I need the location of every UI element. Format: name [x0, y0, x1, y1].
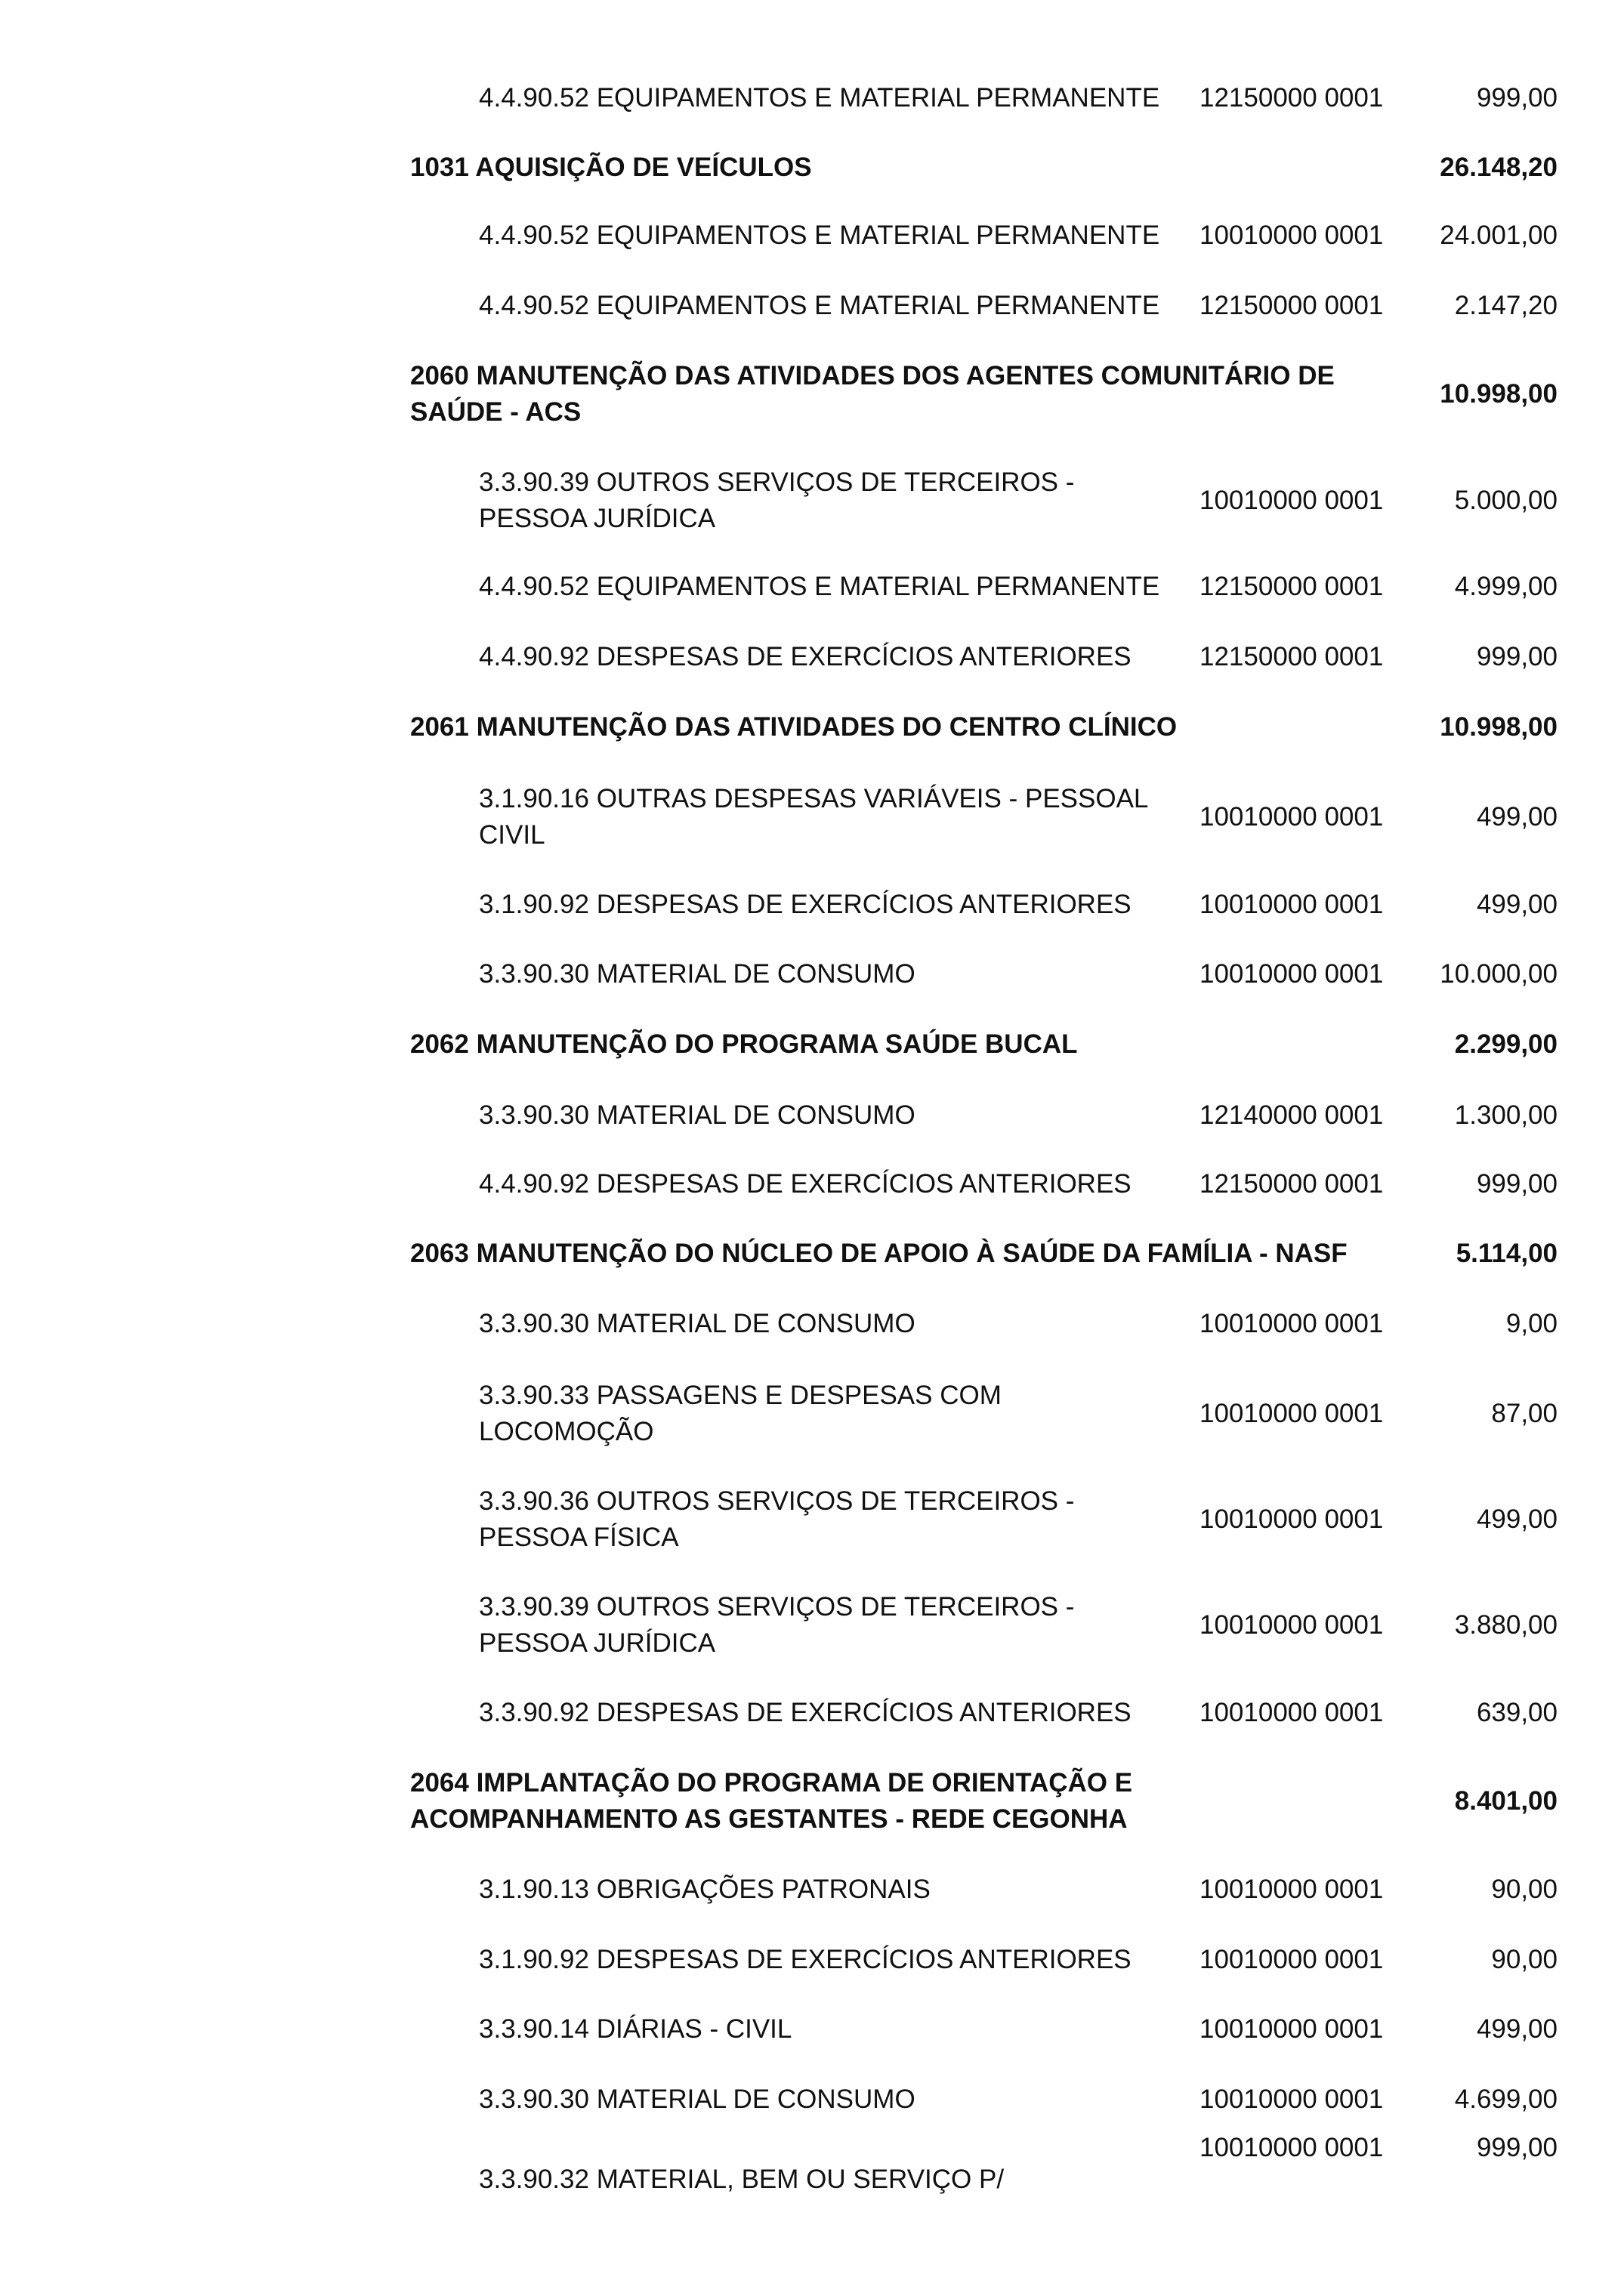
expense-amount: 999,00: [1476, 1169, 1558, 1199]
program-total: 10.998,00: [1440, 379, 1558, 409]
expense-description: 3.3.90.36 OUTROS SERVIÇOS DE TERCEIROS - PESSOA FÍSICA: [479, 1486, 1075, 1552]
expense-description: 3.3.90.32 MATERIAL, BEM OU SERVIÇO P/: [479, 2165, 1005, 2194]
expense-row: [0, 639, 1624, 675]
resource-code: 12150000 0001: [1199, 572, 1384, 601]
expense-row: [0, 1483, 1624, 1556]
expense-amount: 2.147,20: [1454, 291, 1558, 320]
program-total: 26.148,20: [1440, 153, 1558, 182]
resource-code: 10010000 0001: [1199, 1309, 1384, 1338]
expense-row: [0, 2133, 1624, 2194]
resource-code: 12150000 0001: [1199, 83, 1384, 113]
expense-amount: 499,00: [1476, 2014, 1558, 2044]
expense-row: [0, 1589, 1624, 1662]
resource-code: 12150000 0001: [1199, 1169, 1384, 1199]
expense-description: 4.4.90.52 EQUIPAMENTOS E MATERIAL PERMANENTE: [479, 83, 1160, 113]
expense-row: [0, 1166, 1624, 1202]
expense-description: 3.3.90.33 PASSAGENS E DESPESAS COM LOCOMOÇÃO: [479, 1381, 1002, 1446]
resource-code: 10010000 0001: [1199, 2014, 1384, 2044]
expense-description: 3.3.90.92 DESPESAS DE EXERCÍCIOS ANTERIORES: [479, 1698, 1132, 1727]
expense-amount: 999,00: [1476, 642, 1558, 671]
program-row: [0, 1026, 1624, 1063]
program-title: 2064 IMPLANTAÇÃO DO PROGRAMA DE ORIENTAÇÃO E ACOMPANHAMENTO AS GESTANTES - REDE CEGONHA: [410, 1768, 1133, 1834]
program-row: [0, 709, 1624, 745]
resource-code: 12150000 0001: [1199, 291, 1384, 320]
expense-description: 4.4.90.52 EQUIPAMENTOS E MATERIAL PERMANENTE: [479, 291, 1160, 320]
expense-description: 3.1.90.13 OBRIGAÇÕES PATRONAIS: [479, 1875, 931, 1904]
program-row: [0, 1236, 1624, 1272]
expense-row: [0, 80, 1624, 116]
expense-description: 3.3.90.39 OUTROS SERVIÇOS DE TERCEIROS - PESSOA JURÍDICA: [479, 468, 1075, 533]
expense-row: [0, 1872, 1624, 1908]
resource-code: 12140000 0001: [1199, 1100, 1384, 1130]
expense-amount: 5.000,00: [1454, 486, 1558, 515]
expense-description: 3.3.90.30 MATERIAL DE CONSUMO: [479, 959, 915, 989]
program-title: 2060 MANUTENÇÃO DAS ATIVIDADES DOS AGENTES COMUNITÁRIO DE SAÚDE - ACS: [410, 361, 1335, 427]
program-title: 1031 AQUISIÇÃO DE VEÍCULOS: [410, 153, 812, 182]
program-total: 2.299,00: [1454, 1029, 1558, 1059]
expense-row: [0, 288, 1624, 324]
expense-description: 3.3.90.30 MATERIAL DE CONSUMO: [479, 1309, 915, 1338]
expense-amount: 499,00: [1476, 1504, 1558, 1534]
program-row: [0, 1765, 1624, 1838]
expense-description: 3.3.90.30 MATERIAL DE CONSUMO: [479, 1100, 915, 1130]
resource-code: 10010000 0001: [1199, 221, 1384, 250]
program-title: 2062 MANUTENÇÃO DO PROGRAMA SAÚDE BUCAL: [410, 1029, 1078, 1059]
expense-description: 3.1.90.92 DESPESAS DE EXERCÍCIOS ANTERIORES: [479, 890, 1132, 919]
expense-row: [0, 464, 1624, 537]
resource-code: 10010000 0001: [1199, 890, 1384, 919]
resource-code: 10010000 0001: [1199, 1504, 1384, 1534]
expense-row: [0, 218, 1624, 254]
program-total: 10.998,00: [1440, 712, 1558, 742]
expense-description: 4.4.90.52 EQUIPAMENTOS E MATERIAL PERMANENTE: [479, 572, 1160, 601]
expense-amount: 4.999,00: [1454, 572, 1558, 601]
expense-row: [0, 956, 1624, 992]
expense-row: [0, 1097, 1624, 1134]
expense-description: 3.1.90.16 OUTRAS DESPESAS VARIÁVEIS - PESSOAL CIVIL: [479, 784, 1149, 850]
expense-amount: 10.000,00: [1440, 959, 1558, 989]
expense-description: 4.4.90.92 DESPESAS DE EXERCÍCIOS ANTERIORES: [479, 642, 1132, 671]
expense-description: 4.4.90.92 DESPESAS DE EXERCÍCIOS ANTERIORES: [479, 1169, 1132, 1199]
expense-row: [0, 1306, 1624, 1342]
expense-amount: 4.699,00: [1454, 2085, 1558, 2114]
expense-amount: 3.880,00: [1454, 1610, 1558, 1640]
resource-code: 10010000 0001: [1199, 959, 1384, 989]
expense-amount: 999,00: [1476, 2133, 1558, 2162]
expense-amount: 999,00: [1476, 83, 1558, 113]
expense-row: [0, 1695, 1624, 1731]
expense-amount: 639,00: [1476, 1698, 1558, 1727]
expense-row: [0, 2011, 1624, 2048]
expense-amount: 1.300,00: [1454, 1100, 1558, 1130]
resource-code: 10010000 0001: [1199, 1610, 1384, 1640]
expense-row: [0, 1942, 1624, 1978]
resource-code: 10010000 0001: [1199, 1399, 1384, 1428]
program-row: [0, 358, 1624, 430]
expense-description: 3.3.90.39 OUTROS SERVIÇOS DE TERCEIROS - PESSOA JURÍDICA: [479, 1592, 1075, 1658]
resource-code: 10010000 0001: [1199, 2085, 1384, 2114]
expense-description: 3.3.90.30 MATERIAL DE CONSUMO: [479, 2085, 915, 2114]
expense-amount: 24.001,00: [1440, 221, 1558, 250]
resource-code: 10010000 0001: [1199, 802, 1384, 832]
expense-row: [0, 2082, 1624, 2118]
expense-row: [0, 887, 1624, 923]
expense-row: [0, 781, 1624, 853]
resource-code: 10010000 0001: [1199, 1875, 1384, 1904]
program-row: [0, 150, 1624, 186]
program-total: 8.401,00: [1454, 1786, 1558, 1816]
program-title: 2063 MANUTENÇÃO DO NÚCLEO DE APOIO À SAÚDE DA FAMÍLIA - NASF: [410, 1239, 1348, 1268]
expense-description: 3.3.90.14 DIÁRIAS - CIVIL: [479, 2014, 792, 2044]
resource-code: 10010000 0001: [1199, 1945, 1384, 1974]
expense-amount: 87,00: [1491, 1399, 1558, 1428]
program-total: 5.114,00: [1456, 1239, 1558, 1268]
expense-description: 3.1.90.92 DESPESAS DE EXERCÍCIOS ANTERIORES: [479, 1945, 1132, 1974]
expense-amount: 90,00: [1491, 1945, 1558, 1974]
resource-code: 10010000 0001: [1199, 2133, 1384, 2162]
expense-row: [0, 1378, 1624, 1450]
program-title: 2061 MANUTENÇÃO DAS ATIVIDADES DO CENTRO CLÍNICO: [410, 712, 1178, 742]
expense-amount: 499,00: [1476, 802, 1558, 832]
expense-amount: 9,00: [1505, 1309, 1558, 1338]
expense-description: 4.4.90.52 EQUIPAMENTOS E MATERIAL PERMANENTE: [479, 221, 1160, 250]
expense-amount: 499,00: [1476, 890, 1558, 919]
resource-code: 12150000 0001: [1199, 642, 1384, 671]
expense-row: [0, 569, 1624, 605]
resource-code: 10010000 0001: [1199, 486, 1384, 515]
expense-amount: 90,00: [1491, 1875, 1558, 1904]
resource-code: 10010000 0001: [1199, 1698, 1384, 1727]
